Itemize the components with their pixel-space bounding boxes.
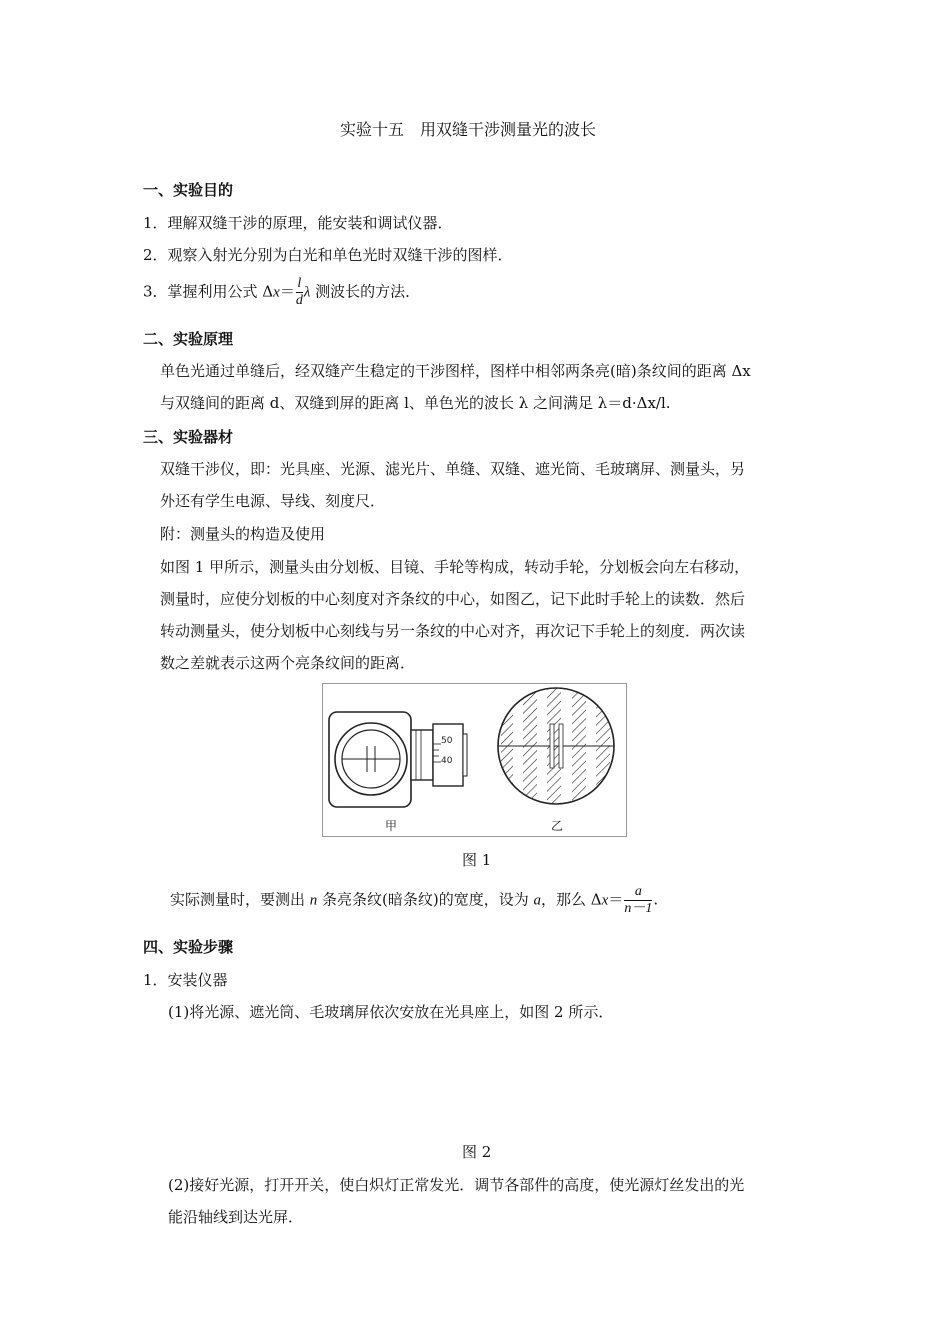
measure-note-x: x	[601, 892, 609, 909]
step-1-1: (1)将光源、遮光筒、毛玻璃屏依次安放在光具座上，如图 2 所示．	[168, 1003, 614, 1021]
measuring-para-line-3: 转动测量头，使分划板中心刻线与另一条纹的中心对齐，再次记下手轮上的刻度．两次读	[160, 622, 746, 640]
sub-heading-measuring-head: 附：测量头的构造及使用	[160, 525, 326, 543]
measure-note-denominator: n－1	[624, 901, 653, 916]
measure-note-equals: ＝	[608, 890, 624, 909]
fringe-reticle-diagram	[498, 688, 614, 804]
formula-equals: ＝	[279, 282, 295, 301]
formula-var-x: x	[273, 284, 280, 301]
measure-note-end: .	[653, 890, 659, 909]
measure-note-fraction	[624, 884, 652, 917]
purpose-item-2: 2．观察入射光分别为白光和单色光时双缝干涉的图样．	[143, 246, 513, 264]
measure-note-a: a	[533, 892, 542, 909]
figure-1-caption: 图 1	[462, 851, 492, 869]
figure-1-drawing	[323, 684, 628, 838]
measure-note	[170, 884, 658, 917]
section-heading-purpose: 一、实验目的	[143, 181, 234, 199]
measuring-para-line-2: 测量时，应使分划板的中心刻度对齐条纹的中心，如图乙，记下此时手轮上的读数．然后	[160, 590, 746, 608]
page-title: 实验十五 用双缝干涉测量光的波长	[340, 120, 597, 139]
formula-fraction	[296, 276, 303, 309]
section-heading-equipment: 三、实验器材	[143, 428, 234, 446]
figure-label-right: 乙	[551, 819, 564, 833]
purpose-item-3-suffix: 测波长的方法．	[315, 282, 421, 301]
step-1-title: 1．安装仪器	[143, 971, 228, 989]
scale-label-top: 50	[441, 736, 453, 746]
purpose-item-1: 1．理解双缝干涉的原理，能安装和调试仪器．	[143, 214, 453, 232]
figure-label-left: 甲	[385, 819, 398, 833]
principle-line-2: 与双缝间的距离 d、双缝到屏的距离 l、单色光的波长 λ 之间满足 λ＝d·Δx/l.	[160, 394, 671, 412]
step-1-2-line-1: (2)接好光源，打开开关，使白炽灯正常发光．调节各部件的高度，使光源灯丝发出的光	[168, 1176, 745, 1194]
purpose-item-3-prefix: 3．掌握利用公式 Δ	[143, 282, 274, 301]
equipment-line-2: 外还有学生电源、导线、刻度尺．	[160, 492, 386, 510]
figure-2-caption: 图 2	[462, 1143, 492, 1161]
measure-note-numerator: a	[624, 884, 652, 901]
figure-1	[322, 683, 627, 837]
measuring-head-diagram	[329, 712, 467, 807]
measure-note-n: n	[309, 892, 318, 909]
section-heading-steps: 四、实验步骤	[143, 938, 234, 956]
measure-note-prefix: 实际测量时，要测出	[170, 890, 310, 909]
formula-lambda: λ	[303, 284, 311, 301]
scale-label-bottom: 40	[441, 756, 453, 766]
section-heading-principle: 二、实验原理	[143, 330, 234, 348]
formula-denominator: d	[295, 293, 303, 308]
principle-line-1: 单色光通过单缝后，经双缝产生稳定的干涉图样，图样中相邻两条亮(暗)条纹间的距离 Δx	[160, 362, 751, 380]
measuring-para-line-1: 如图 1 甲所示，测量头由分划板、目镜、手轮等构成，转动手轮，分划板会向左右移动，	[160, 558, 750, 576]
purpose-item-3	[143, 276, 420, 309]
equipment-line-1: 双缝干涉仪，即：光具座、光源、滤光片、单缝、双缝、遮光筒、毛玻璃屏、测量头，另	[160, 460, 746, 478]
measuring-para-line-4: 数之差就表示这两个亮条纹间的距离．	[160, 654, 416, 672]
step-1-2-line-2: 能沿轴线到达光屏．	[168, 1208, 304, 1226]
measure-note-after-a: ，那么 Δ	[541, 890, 602, 909]
formula-numerator: l	[297, 276, 302, 291]
measure-note-middle: 条亮条纹(暗条纹)的宽度，设为	[317, 890, 534, 909]
